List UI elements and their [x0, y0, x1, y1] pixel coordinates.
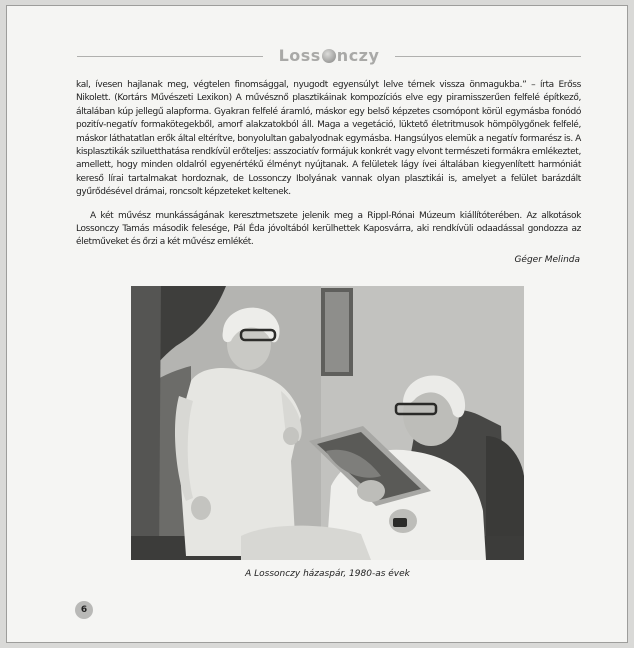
couple-photograph — [131, 286, 524, 560]
logo-text-start: Loss — [278, 46, 321, 65]
lossonczy-logo — [269, 46, 389, 66]
article-body — [76, 79, 581, 250]
paragraph-2: A két művész munkásságának keresztmetszete jelenik meg a Rippl-Rónai Múzeum kiállítóterében. Az alkotások Lossonczy Tamás második felesége, Pál Éda jóvoltából kerülhettek Kaposvárra, aki rendkívüli odaadással gondozza az életműveket és őrzi a két művész emlékét. — [76, 210, 581, 248]
logo-circle-icon — [322, 49, 336, 63]
page-number: 6 — [75, 601, 93, 619]
author-signature: Géger Melinda — [514, 255, 580, 265]
document-page — [6, 5, 628, 643]
photo-illustration — [131, 286, 524, 560]
header-rule-left — [77, 56, 263, 57]
running-header — [77, 46, 581, 66]
photo-caption: A Lossonczy házaspár, 1980-as évek — [245, 569, 410, 579]
logo-text-end: nczy — [336, 46, 380, 65]
header-rule-right — [395, 56, 581, 57]
paragraph-1: kal, ívesen hajlanak meg, végtelen finomsággal, nyugodt egyensúlyt lelve térnek vissza önmagukba.” – írta Erőss Nikolett. (Kortárs Művészeti Lexikon) A művésznő plasztikáinak kompozíciós elve egy piramisszerűen felfelé építkező, általában kúp jellegű alapforma. Gyakran felfelé áramló, máskor egy belső képzetes csomópont körül egymásba fonódó pozitív-negatív formakötegekből, amorf alakzatokból áll. Maga a vegetáció, lüktető életritmusok hömpölygőnek felfelé, máskor láthatatlan erők által eltérítve, bonyolultan gabalyodnak egymásba. Hangsúlyos elemük a negatív formarész is. A kisplasztikák sziluetthatása rendkívül erőteljes: asszociatív formájuk konkrét vagy elvont természeti formákra emlékeztet, amellett, hogy minden oldalról egyenértékű élményt nyújtanak. A felületek lágy ívei általában kiegyenlített harmóniát kereső lírai tartalmakat hordoznak, de Lossonczy Ibolyának vannak olyan plasztikái is, amelyet a felület barázdált gyűrődésével drámai, roncsolt képzeteket keltenek. — [76, 80, 581, 198]
